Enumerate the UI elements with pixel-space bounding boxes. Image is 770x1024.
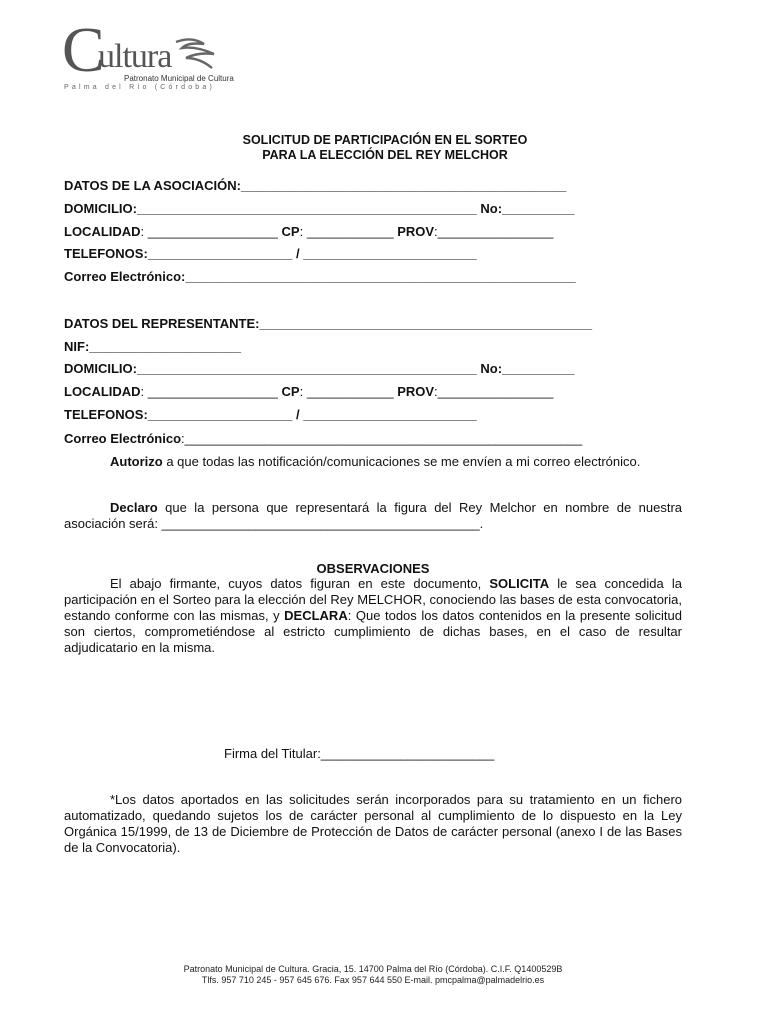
- representante-telefonos-field[interactable]: TELEFONOS:____________________ / ________________________: [64, 407, 477, 422]
- representante-domicilio-field[interactable]: DOMICILIO:_______________________________________________ No:__________: [64, 361, 575, 376]
- title-line-1: SOLICITUD DE PARTICIPACIÓN EN EL SORTEO: [242, 133, 528, 147]
- logo-word: ultura: [98, 38, 172, 75]
- observaciones-title: OBSERVACIONES: [316, 561, 430, 576]
- logo: [62, 14, 234, 100]
- logo-place: Palma del Río (Córdoba): [64, 84, 216, 91]
- asociacion-correo-field[interactable]: Correo Electrónico:______________________________________________________: [64, 269, 576, 284]
- firma-titular-field[interactable]: Firma del Titular:________________________: [224, 746, 495, 761]
- representante-correo-field[interactable]: Correo Electrónico:_______________________________________________________: [64, 431, 583, 446]
- logo-letter: C: [62, 14, 105, 85]
- logo-subtitle: Patronato Municipal de Cultura: [124, 74, 234, 83]
- asociacion-domicilio-field[interactable]: DOMICILIO:_______________________________________________ No:__________: [64, 201, 575, 216]
- declaro-paragraph: Declaro que la persona que representará la figura del Rey Melchor en nombre de nuestra asociación será: ____________________________________________.: [64, 500, 682, 531]
- representante-nif-field[interactable]: NIF:_____________________: [64, 339, 242, 354]
- asociacion-localidad-field[interactable]: LOCALIDAD: __________________ CP: ____________ PROV:________________: [64, 224, 554, 239]
- representante-localidad-field[interactable]: LOCALIDAD: __________________ CP: ____________ PROV:________________: [64, 384, 554, 399]
- asociacion-datos-field[interactable]: DATOS DE LA ASOCIACIÓN:_____________________________________________: [64, 178, 567, 193]
- observaciones-paragraph: El abajo firmante, cuyos datos figuran en este documento, SOLICITA le sea concedida la participación en el Sorteo para la elección del Rey MELCHOR, conociendo las bases de esta convocatoria, estando conforme con las mismas, y DECLARA: Que todos los datos contenidos en la presente solicitud son ciertos, comprometiéndose al estricto cumplimiento de dichas bases, en el caso de resultar adjudicatario en la misma.: [64, 576, 682, 655]
- footer-address: Patronato Municipal de Cultura. Gracia, 15. 14700 Palma del Río (Córdoba). C.I.F. Q1400529B: [183, 964, 563, 974]
- footer: [0, 964, 746, 986]
- document-title: [0, 133, 770, 163]
- title-line-2: PARA LA ELECCIÓN DEL REY MELCHOR: [262, 148, 508, 162]
- autorizo-paragraph: Autorizo a que todas las notificación/comunicaciones se me envíen a mi correo electrónico.: [110, 454, 641, 469]
- footer-contact: Tlfs. 957 710 245 - 957 645 676. Fax 957 644 550 E-mail. pmcpalma@palmadelrio.es: [201, 975, 545, 985]
- representante-datos-field[interactable]: DATOS DEL REPRESENTANTE:______________________________________________: [64, 316, 593, 331]
- asociacion-telefonos-field[interactable]: TELEFONOS:____________________ / ________________________: [64, 246, 477, 261]
- proteccion-datos-note: *Los datos aportados en las solicitudes serán incorporados para su tratamiento en un fichero automatizado, quedando sujetos los de carácter personal al cumplimiento de lo dispuesto en la Ley Orgánica 15/1999, de 13 de Diciembre de Protección de Datos de carácter personal (anexo I de las Bases de la Convocatoria).: [64, 792, 682, 855]
- logo-swoosh-icon: [174, 36, 218, 72]
